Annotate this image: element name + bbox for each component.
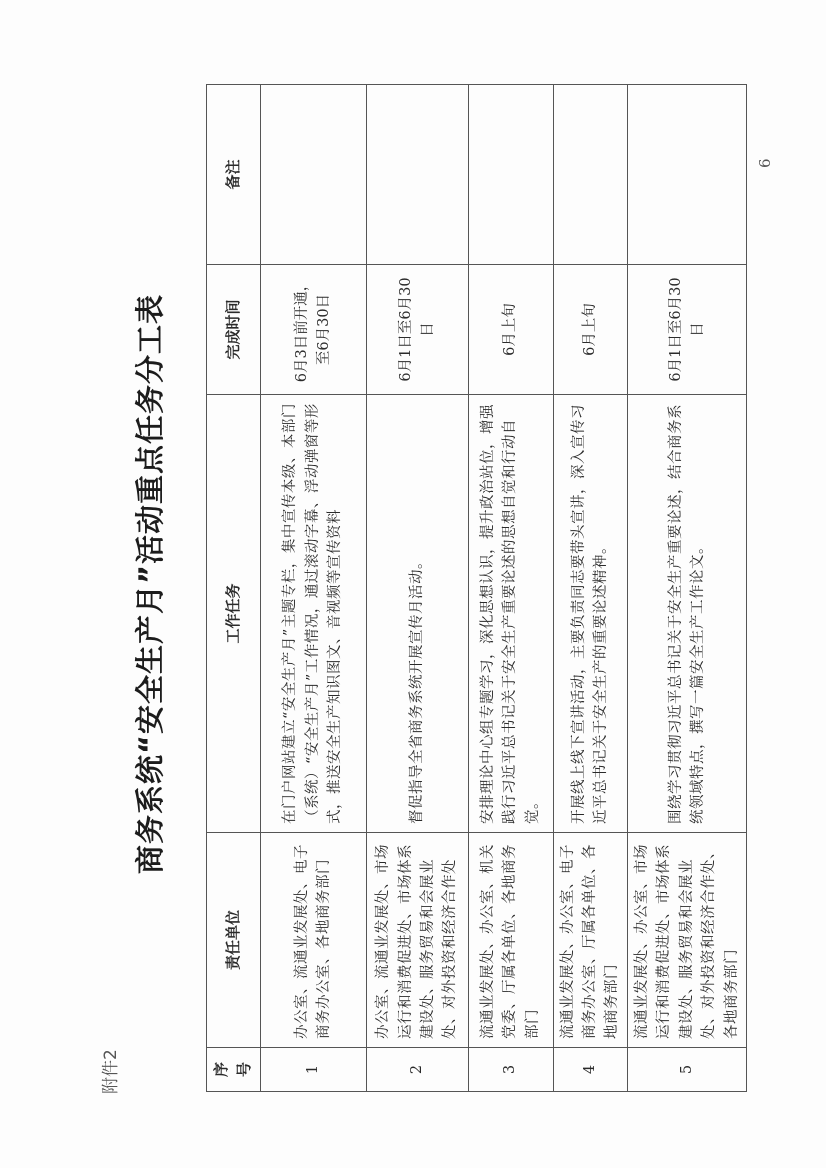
annex-label: 附件2 <box>101 1049 121 1094</box>
row-unit: 流通业发展处、办公室、电子商务办公室、厅属各单位、各地商务部门 <box>553 833 627 1048</box>
row-remark <box>260 85 366 265</box>
row-no: 5 <box>627 1048 746 1092</box>
row-unit: 流通业发展处、办公室、机关党委、厅属各单位、各地商务部门 <box>468 833 553 1048</box>
row-remark <box>553 85 627 265</box>
header-unit: 责任单位 <box>207 833 261 1048</box>
header-time: 完成时间 <box>207 265 261 395</box>
table-row <box>260 85 366 1092</box>
row-unit: 办公室、流通业发展处、市场运行和消费促进处、市场体系建设处、服务贸易和会展业处、对外投资和经济合作处 <box>366 833 468 1048</box>
header-no: 序号 <box>207 1048 261 1092</box>
row-task: 围绕学习贯彻习近平总书记关于安全生产重要论述，结合商务系统领域特点，撰写一篇安全生产工作论文。 <box>627 395 746 833</box>
table-row <box>468 85 553 1092</box>
row-task: 在门户网站建立“安全生产月”主题专栏，集中宣传本级、本部门（系统）“安全生产月”工作情况，通过滚动字幕、浮动弹窗等形式，推送安全生产知识图文、音视频等宣传资料 <box>260 395 366 833</box>
row-time: 6月上旬 <box>468 265 553 395</box>
table-row <box>553 85 627 1092</box>
row-no: 4 <box>553 1048 627 1092</box>
row-unit: 办公室、流通业发展处、电子商务办公室、各地商务部门 <box>260 833 366 1048</box>
header-remark: 备注 <box>207 85 261 265</box>
table-row <box>627 85 746 1092</box>
row-no: 1 <box>260 1048 366 1092</box>
row-time: 6月1日至6月30日 <box>366 265 468 395</box>
row-remark <box>468 85 553 265</box>
page-title: 商务系统“安全生产月”活动重点任务分工表 <box>133 293 167 875</box>
row-remark <box>627 85 746 265</box>
row-task: 安排理论中心组专题学习，深化思想认识，提升政治站位，增强践行习近平总书记关于安全生产重要论述的思想自觉和行动自觉。 <box>468 395 553 833</box>
row-time: 6月上旬 <box>553 265 627 395</box>
row-no: 2 <box>366 1048 468 1092</box>
table-row <box>366 85 468 1092</box>
row-task: 开展线上线下宣讲活动，主要负责同志要带头宣讲，深入宣传习近平总书记关于安全生产的重要论述精神。 <box>553 395 627 833</box>
row-unit: 流通业发展处、办公室、市场运行和消费促进处、市场体系建设处、服务贸易和会展业处、对外投资和经济合作处、各地商务部门 <box>627 833 746 1048</box>
row-remark <box>366 85 468 265</box>
table-header-row <box>207 85 261 1092</box>
page-number: 6 <box>756 158 774 168</box>
header-task: 工作任务 <box>207 395 261 833</box>
row-no: 3 <box>468 1048 553 1092</box>
row-time: 6月1日至6月30日 <box>627 265 746 395</box>
task-table <box>206 84 747 1092</box>
row-time: 6月3日前开通，至6月30日 <box>260 265 366 395</box>
row-task: 督促指导全省商务系统开展宣传月活动。 <box>366 395 468 833</box>
